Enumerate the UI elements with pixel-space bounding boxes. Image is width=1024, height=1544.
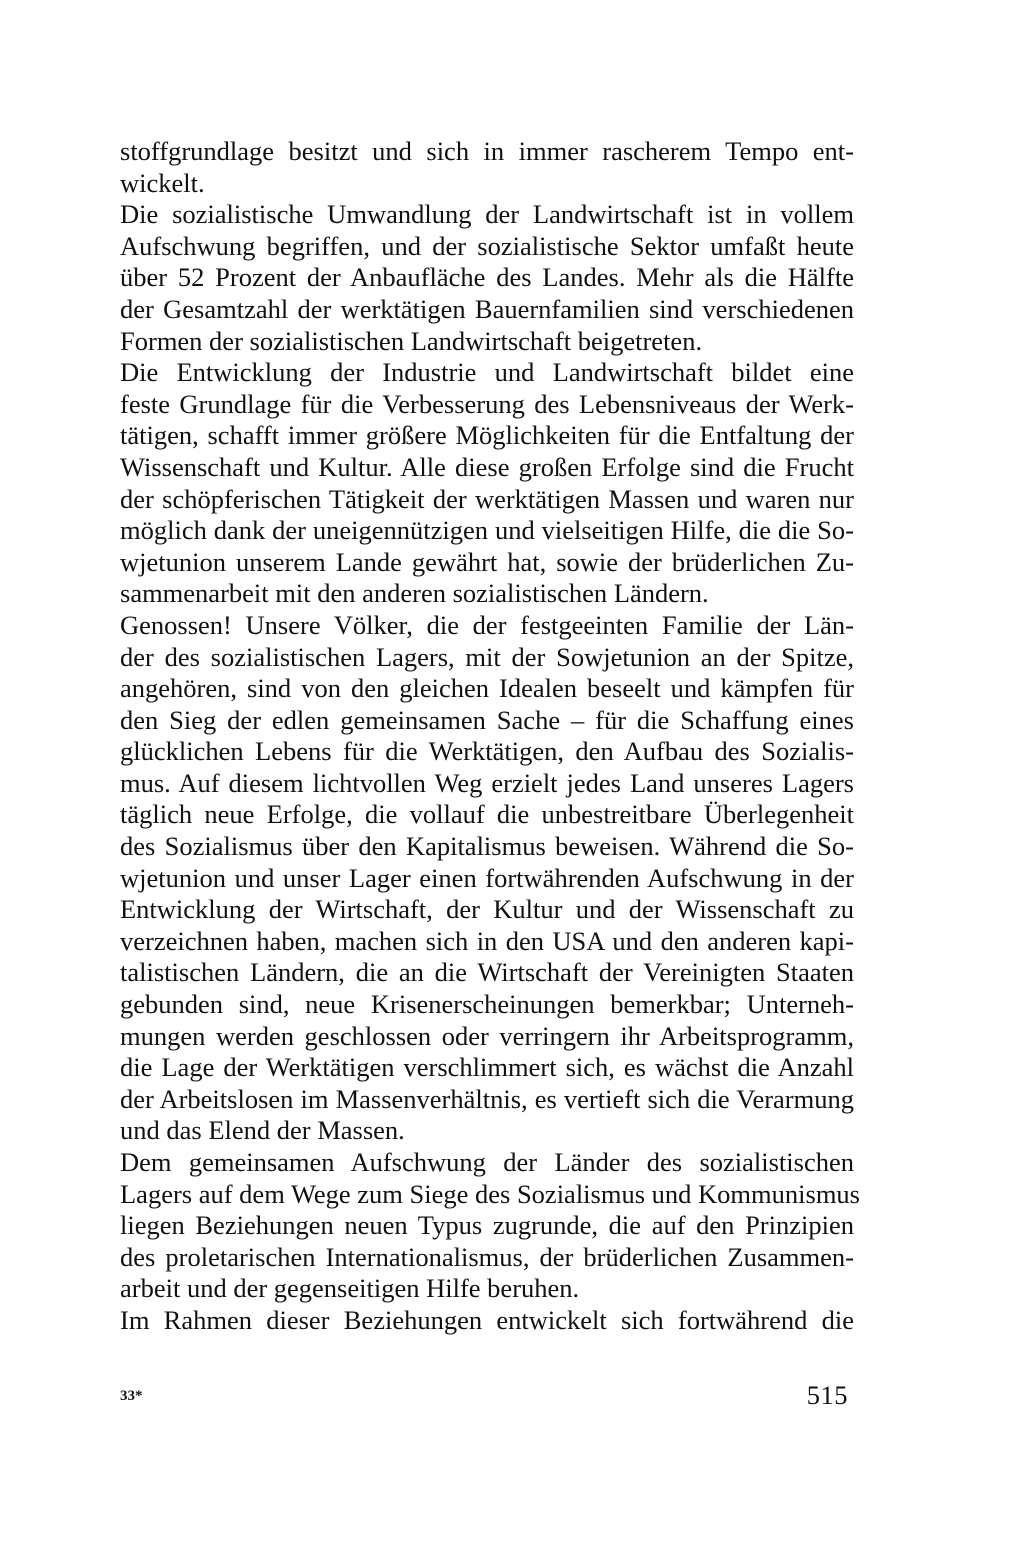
text-line: wjetunion und unser Lager einen fortwährenden Aufschwung in der (120, 862, 854, 893)
text-line: möglich dank der uneigennützigen und vielseitigen Hilfe, die die So- (120, 515, 854, 546)
page-footer (120, 1380, 854, 1420)
text-line: stoffgrundlage besitzt und sich in immer rascherem Tempo ent- (120, 136, 854, 166)
text-line: tätigen, schafft immer größere Möglichkeiten für die Entfaltung der (120, 420, 854, 451)
text-line: Formen der sozialistischen Landwirtschaft beigetreten. (120, 325, 703, 356)
text-line: arbeit und der gegenseitigen Hilfe beruhen. (120, 1273, 580, 1304)
text-line: Im Rahmen dieser Beziehungen entwickelt sich fortwährend die (120, 1304, 854, 1335)
text-line: den Sieg der edlen gemeinsamen Sache – für die Schaffung eines (120, 704, 854, 735)
text-line: angehören, sind von den gleichen Idealen beseelt und kämpfen für (120, 673, 854, 704)
text-line: gebunden sind, neue Krisenerscheinungen bemerkbar; Unterneh- (120, 989, 854, 1020)
page-body (120, 136, 860, 1337)
text-line: der Arbeitslosen im Massenverhältnis, es vertieft sich die Verarmung (120, 1083, 854, 1114)
text-line: Lagers auf dem Wege zum Siege des Sozialismus und Kommunismus (120, 1178, 860, 1209)
printer-signature-mark: 33* (120, 1388, 143, 1404)
text-line: mus. Auf diesem lichtvollen Weg erzielt jedes Land unseres Lagers (120, 767, 854, 798)
text-line: wjetunion unserem Lande gewährt hat, sowie der brüderlichen Zu- (120, 546, 854, 577)
text-line: Die Entwicklung der Industrie und Landwirtschaft bildet eine (120, 357, 854, 388)
text-line: die Lage der Werktätigen verschlimmert sich, es wächst die Anzahl (120, 1052, 854, 1083)
text-line: täglich neue Erfolge, die vollauf die unbestreitbare Überlegenheit (120, 799, 854, 830)
text-line: Aufschwung begriffen, und der sozialistische Sektor umfaßt heute (120, 230, 854, 261)
text-line: und das Elend der Massen. (120, 1115, 405, 1146)
text-line: wickelt. (120, 167, 205, 198)
text-line: glücklichen Lebens für die Werktätigen, den Aufbau des Sozialis- (120, 736, 854, 767)
text-line: der schöpferischen Tätigkeit der werktätigen Massen und waren nur (120, 483, 854, 514)
text-line: Dem gemeinsamen Aufschwung der Länder des sozialistischen (120, 1147, 854, 1177)
text-line: der des sozialistischen Lagers, mit der Sowjetunion an der Spitze, (120, 641, 854, 672)
text-line: der Gesamtzahl der werktätigen Bauernfamilien sind verschiedenen (120, 293, 854, 324)
text-line: verzeichnen haben, machen sich in den USA und den anderen kapi- (120, 925, 854, 956)
text-line: Genossen! Unsere Völker, die der festgeeinten Familie der Län- (120, 609, 854, 640)
text-line: Entwicklung der Wirtschaft, der Kultur und der Wissenschaft zu (120, 894, 854, 925)
text-line: liegen Beziehungen neuen Typus zugrunde, die auf den Prinzipien (120, 1210, 854, 1241)
text-line: sammenarbeit mit den anderen sozialistischen Ländern. (120, 578, 709, 609)
text-line: Wissenschaft und Kultur. Alle diese großen Erfolge sind die Frucht (120, 451, 854, 482)
text-line: mungen werden geschlossen oder verringern ihr Arbeitsprogramm, (120, 1020, 854, 1051)
text-line: des proletarischen Internationalismus, der brüderlichen Zusammen- (120, 1241, 854, 1272)
text-line: talistischen Ländern, die an die Wirtschaft der Vereinigten Staaten (120, 957, 854, 988)
text-line: feste Grundlage für die Verbesserung des Lebensniveaus der Werk- (120, 388, 854, 419)
text-line: Die sozialistische Umwandlung der Landwirtschaft ist in vollem (120, 199, 854, 230)
text-line: über 52 Prozent der Anbaufläche des Landes. Mehr als die Hälfte (120, 262, 854, 293)
page-number: 515 (806, 1380, 848, 1410)
text-line: des Sozialismus über den Kapitalismus beweisen. Während die So- (120, 831, 854, 862)
